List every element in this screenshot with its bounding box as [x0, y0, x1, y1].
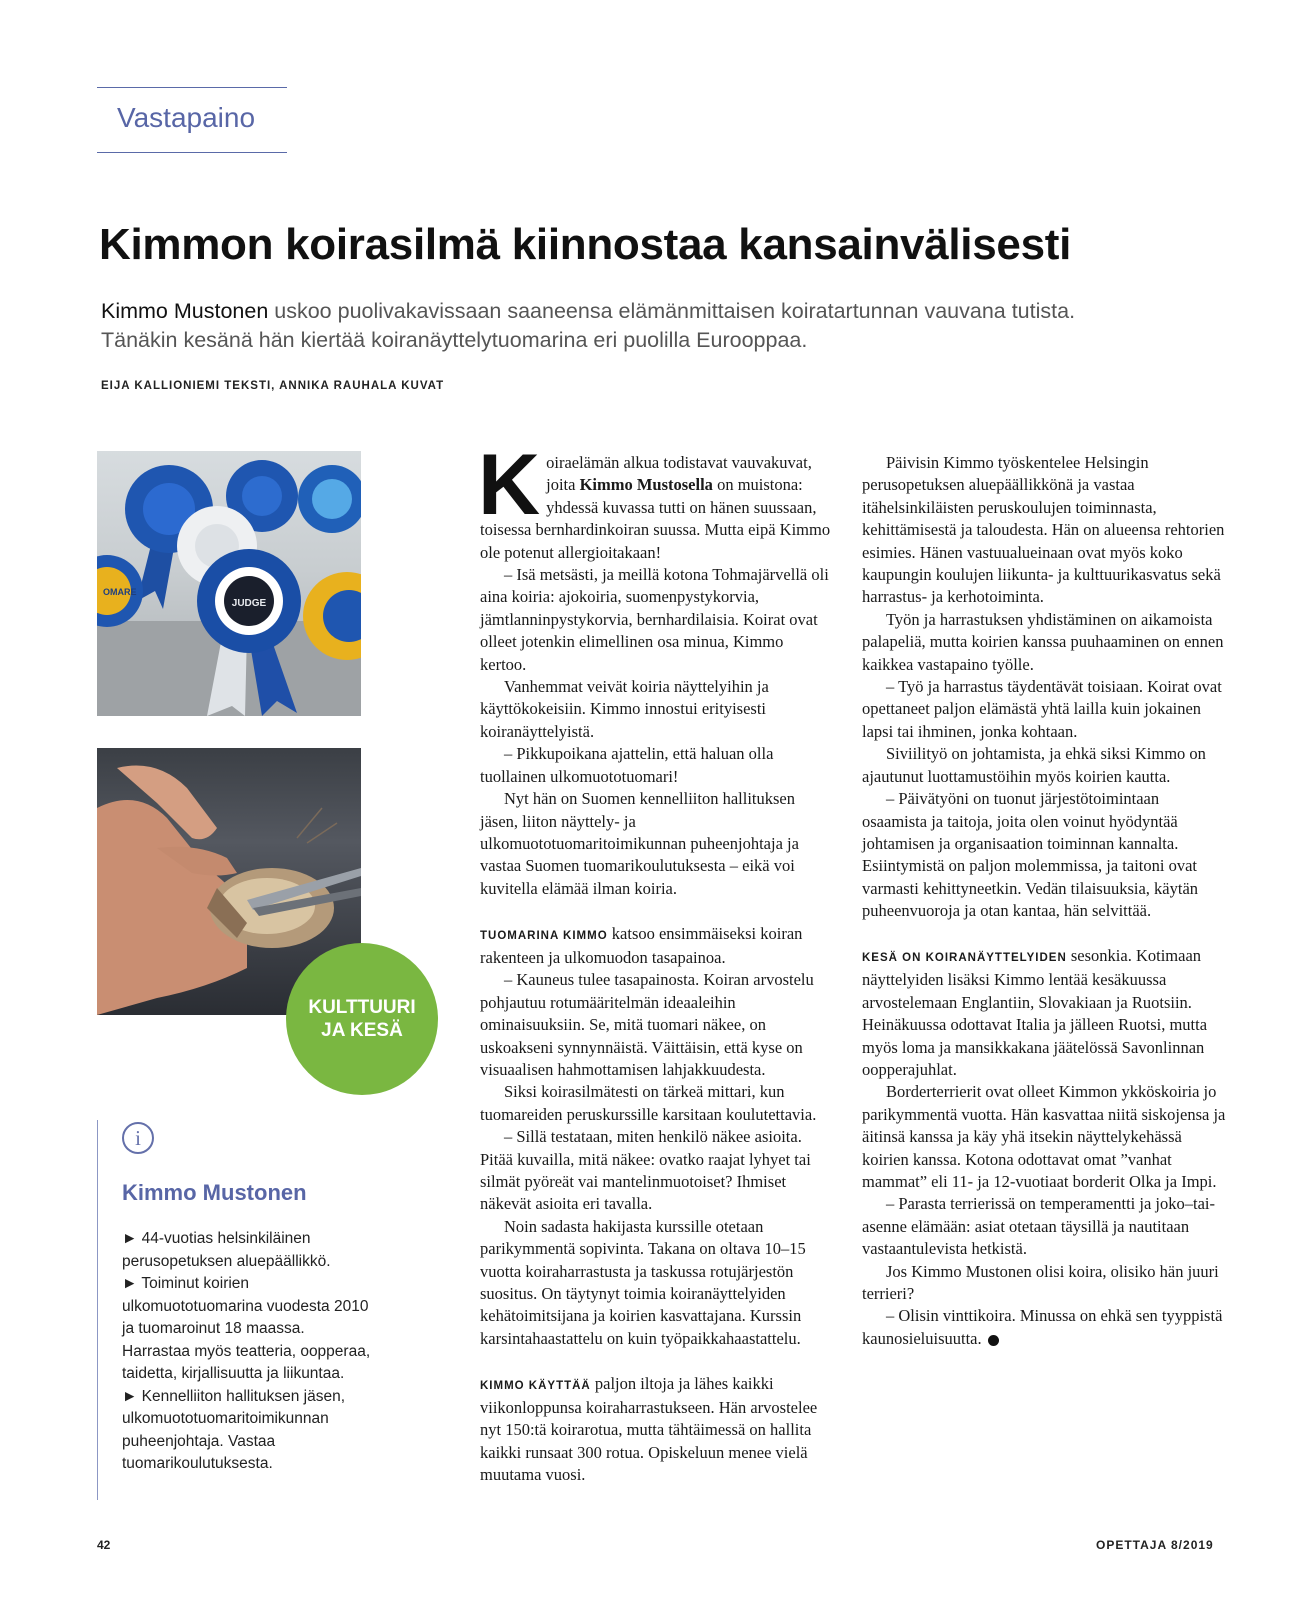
body-paragraph: Borderterrierit ovat olleet Kimmon ykköskoiria jo parikymmentä vuotta. Hän kasvattaa niitä siskojensa ja äitinsä kanssa ja käy yhä itsekin näyttelykehässä koirien kanssa. Kotona odottavat omat ”vanhat mammat” eli 11- ja 12-vuotiaat borderit Olka ja Impi.	[862, 1082, 1226, 1191]
subhead-lead-in: TUOMARINA KIMMO	[480, 929, 608, 942]
body-paragraph: Päivisin Kimmo työskentelee Helsingin perusopetuksen aluepäällikkönä ja vastaa itähelsinkiläisten peruskoulujen toiminnasta, kehittämisestä ja taloudesta. Hän on alueensa rehtorien esimies. Hänen vastuualueinaan ovat myös koko kaupungin koulujen liikunta- ja kulttuurikasvatus sekä harrastus- ja kerhotoiminta.	[862, 453, 1225, 607]
body-paragraph: – Isä metsästi, ja meillä kotona Tohmajärvellä oli aina koiria: ajokoiria, suomenpystykorvia, jämtlanninpystykorvia, bernhardilaisia. Koirat ovat olleet jotenkin elimellinen osa minua, Kimmo kertoo.	[480, 565, 829, 674]
body-paragraph: – Kauneus tulee tasapainosta. Koiran arvostelu pohjautuu rotumääritelmän ideaaleihin ominaisuuksiin. Se, mitä tuomari näkee, on uskoakseni synnynnäistä. Väittäisin, että kyse on visuaalisen hahmottamisen lahjakkuudesta.	[480, 970, 814, 1079]
info-box	[97, 1120, 371, 1500]
info-name: Kimmo Mustonen	[122, 1180, 307, 1205]
body-column-2	[862, 452, 1226, 1350]
info-list	[122, 1228, 372, 1476]
body-text: sesonkia. Kotimaan näyttelyiden lisäksi Kimmo lentää kesäkuussa arvostelemaan Englantiin, Slovakiaan ja Ruotsiin. Heinäkuussa odottavat Italia ja jälleen Ruotsi, mutta myös loma ja mansikkakana jäätelössä Savonlinnan oopperajuhlat.	[862, 945, 1208, 1079]
body-text: oiraelämän alkua todistavat vauvakuvat, joita	[546, 453, 812, 495]
badge-line2: JA KESÄ	[321, 1020, 403, 1041]
body-paragraph: – Pikkupoikana ajattelin, että haluan olla tuollainen ulkomuototuomari!	[480, 744, 774, 786]
drop-cap: K	[478, 437, 541, 533]
body-paragraph: Siviilityö on johtamista, ja ehkä siksi Kimmo on ajautunut luottamustöihin myös koirien kautta.	[862, 744, 1206, 786]
body-paragraph: Vanhemmat veivät koiria näyttelyihin ja käyttökokeisiin. Kimmo innostui erityisesti koiranäyttelyistä.	[480, 677, 769, 741]
rosette-text-omare: OMARE	[103, 587, 137, 597]
rosettes-illustration	[97, 451, 361, 716]
body-paragraph: – Sillä testataan, miten henkilö näkee asioita. Pitää kuvailla, mitä näkee: ovatko raajat lyhyet tai silmät pyöreät vai mantelinmuotoiset? Ihmiset näkevät asioita eri tavalla.	[480, 1127, 811, 1214]
magazine-issue: OPETTAJA 8/2019	[1096, 1538, 1214, 1552]
info-icon: i	[122, 1122, 154, 1154]
headline: Kimmon koirasilmä kiinnostaa kansainvälisesti	[99, 220, 1072, 269]
body-paragraph	[480, 923, 832, 970]
byline: EIJA KALLIONIEMI TEKSTI, ANNIKA RAUHALA KUVAT	[101, 380, 445, 392]
info-item: ► Kennelliiton hallituksen jäsen, ulkomuototuomaritoimikunnan puheenjohtaja. Vastaa tuomarikoulutuksesta.	[122, 1387, 346, 1472]
body-paragraph: – Parasta terrierissä on temperamentti ja joko–tai-asenne elämään: asiat otetaan täysillä ja nautitaan vastaantulevista hetkistä.	[862, 1194, 1215, 1259]
body-paragraph: Jos Kimmo Mustonen olisi koira, olisiko hän juuri terrieri?	[862, 1261, 1219, 1304]
info-item: ► 44-vuotias helsinkiläinen perusopetuksen aluepäällikkö.	[122, 1230, 331, 1270]
body-paragraph: Työn ja harrastuksen yhdistäminen on aikamoista palapeliä, mutta koirien kanssa puuhaaminen on ennen kaikkea vastapaino työlle.	[862, 609, 1224, 674]
rosettes-photo	[97, 451, 361, 716]
body-paragraph: Noin sadasta hakijasta kurssille otetaan parikymmentä sopivinta. Takana on oltava 10–15 vuotta koiraharrastusta ja taskussa rotujärjestön suositus. On täytynyt toimia koiranäyttelyiden kehätoimitsijana ja koirien kasvattajana. Kurssin karsintahaastattelu on kuin työpaikkahaastattelu.	[480, 1216, 806, 1348]
body-text: katsoo ensimmäiseksi koiran rakenteen ja ulkomuodon tasapainoa.	[480, 923, 803, 967]
end-mark-icon	[988, 1335, 999, 1346]
subhead-lead-in: KESÄ ON KOIRANÄYTTELYIDEN	[862, 951, 1067, 964]
subhead-lead-in: KIMMO KÄYTTÄÄ	[480, 1379, 591, 1392]
badge-line1: KULTTUURI	[308, 997, 416, 1018]
rosette-text-judge: JUDGE	[231, 598, 267, 609]
body-paragraph	[478, 437, 832, 564]
page-number: 42	[97, 1538, 111, 1552]
body-paragraph: Nyt hän on Suomen kennelliiton hallituksen jäsen, liiton näyttely- ja ulkomuototuomaritoimikunnan puheenjohtaja ja vastaa Suomen tuomarikoulutuksesta – eikä voi kuvitella elämää ilman koiria.	[480, 789, 799, 898]
lede-text: uskoo puolivakavissaan saaneensa elämänmittaisen koiratartunnan vauvana tutista. Tänäkin kesänä hän kiertää koiranäyttelytuomarina eri puolilla Eurooppaa.	[101, 299, 1076, 352]
section-label: Vastapaino	[117, 102, 256, 133]
lede	[101, 297, 1101, 355]
body-paragraph	[480, 1373, 832, 1487]
body-text: on muistona: yhdessä kuvassa tutti on hänen suussaan, toisessa bernhardinkoiran suussa. Mutta eipä Kimmo ole potenut allergioitakaan!	[480, 475, 831, 562]
body-text: – Olisin vinttikoira. Minussa on ehkä sen tyyppistä kaunosieluisuutta.	[862, 1306, 1223, 1348]
body-bold-name: Kimmo Mustosella	[579, 475, 713, 495]
body-paragraph: – Päivätyöni on tuonut järjestötoimintaan osaamista ja taitoja, joita olen voinut hyödyntää johtamisen ja organisaation toiminnan kannalta. Esiintymistä on paljon molemmissa, ja taitoni ovat varmasti kehittyneetkin. Vedän tilaisuuksia, käytän puheenvuoroja ja otan kantaa, hän selvittää.	[862, 789, 1199, 921]
body-paragraph: – Työ ja harrastus täydentävät toisiaan. Koirat ovat opettaneet paljon elämästä yhtä lailla kuin jokainen lapsi tai ihminen, jonka kohtaan.	[862, 677, 1222, 741]
body-paragraph	[862, 945, 1226, 1081]
body-text: paljon iltoja ja lähes kaikki viikonloppunsa koiraharrastukseen. Hän arvostelee nyt 150:tä koirarotua, mutta tähtäimessä on hallita kaikki runsaat 300 rotua. Opiskeluun menee vielä muutama vuosi.	[480, 1373, 818, 1485]
body-paragraph	[862, 1305, 1226, 1350]
lede-name: Kimmo Mustonen	[101, 299, 269, 323]
body-column-1	[478, 437, 832, 1487]
info-item: ► Toiminut koirien ulkomuototuomarina vuodesta 2010 ja tuomaroinut 18 maassa. Harrastaa myös teatteria, oopperaa, taidetta, kirjallisuutta ja liikuntaa.	[122, 1275, 371, 1382]
section-tag	[97, 87, 287, 153]
body-paragraph: Siksi koirasilmätesti on tärkeä mittari, kun tuomareiden peruskurssille karsitaan koulutettavia.	[480, 1082, 817, 1124]
kulttuuri-ja-kesa-badge	[286, 943, 438, 1095]
